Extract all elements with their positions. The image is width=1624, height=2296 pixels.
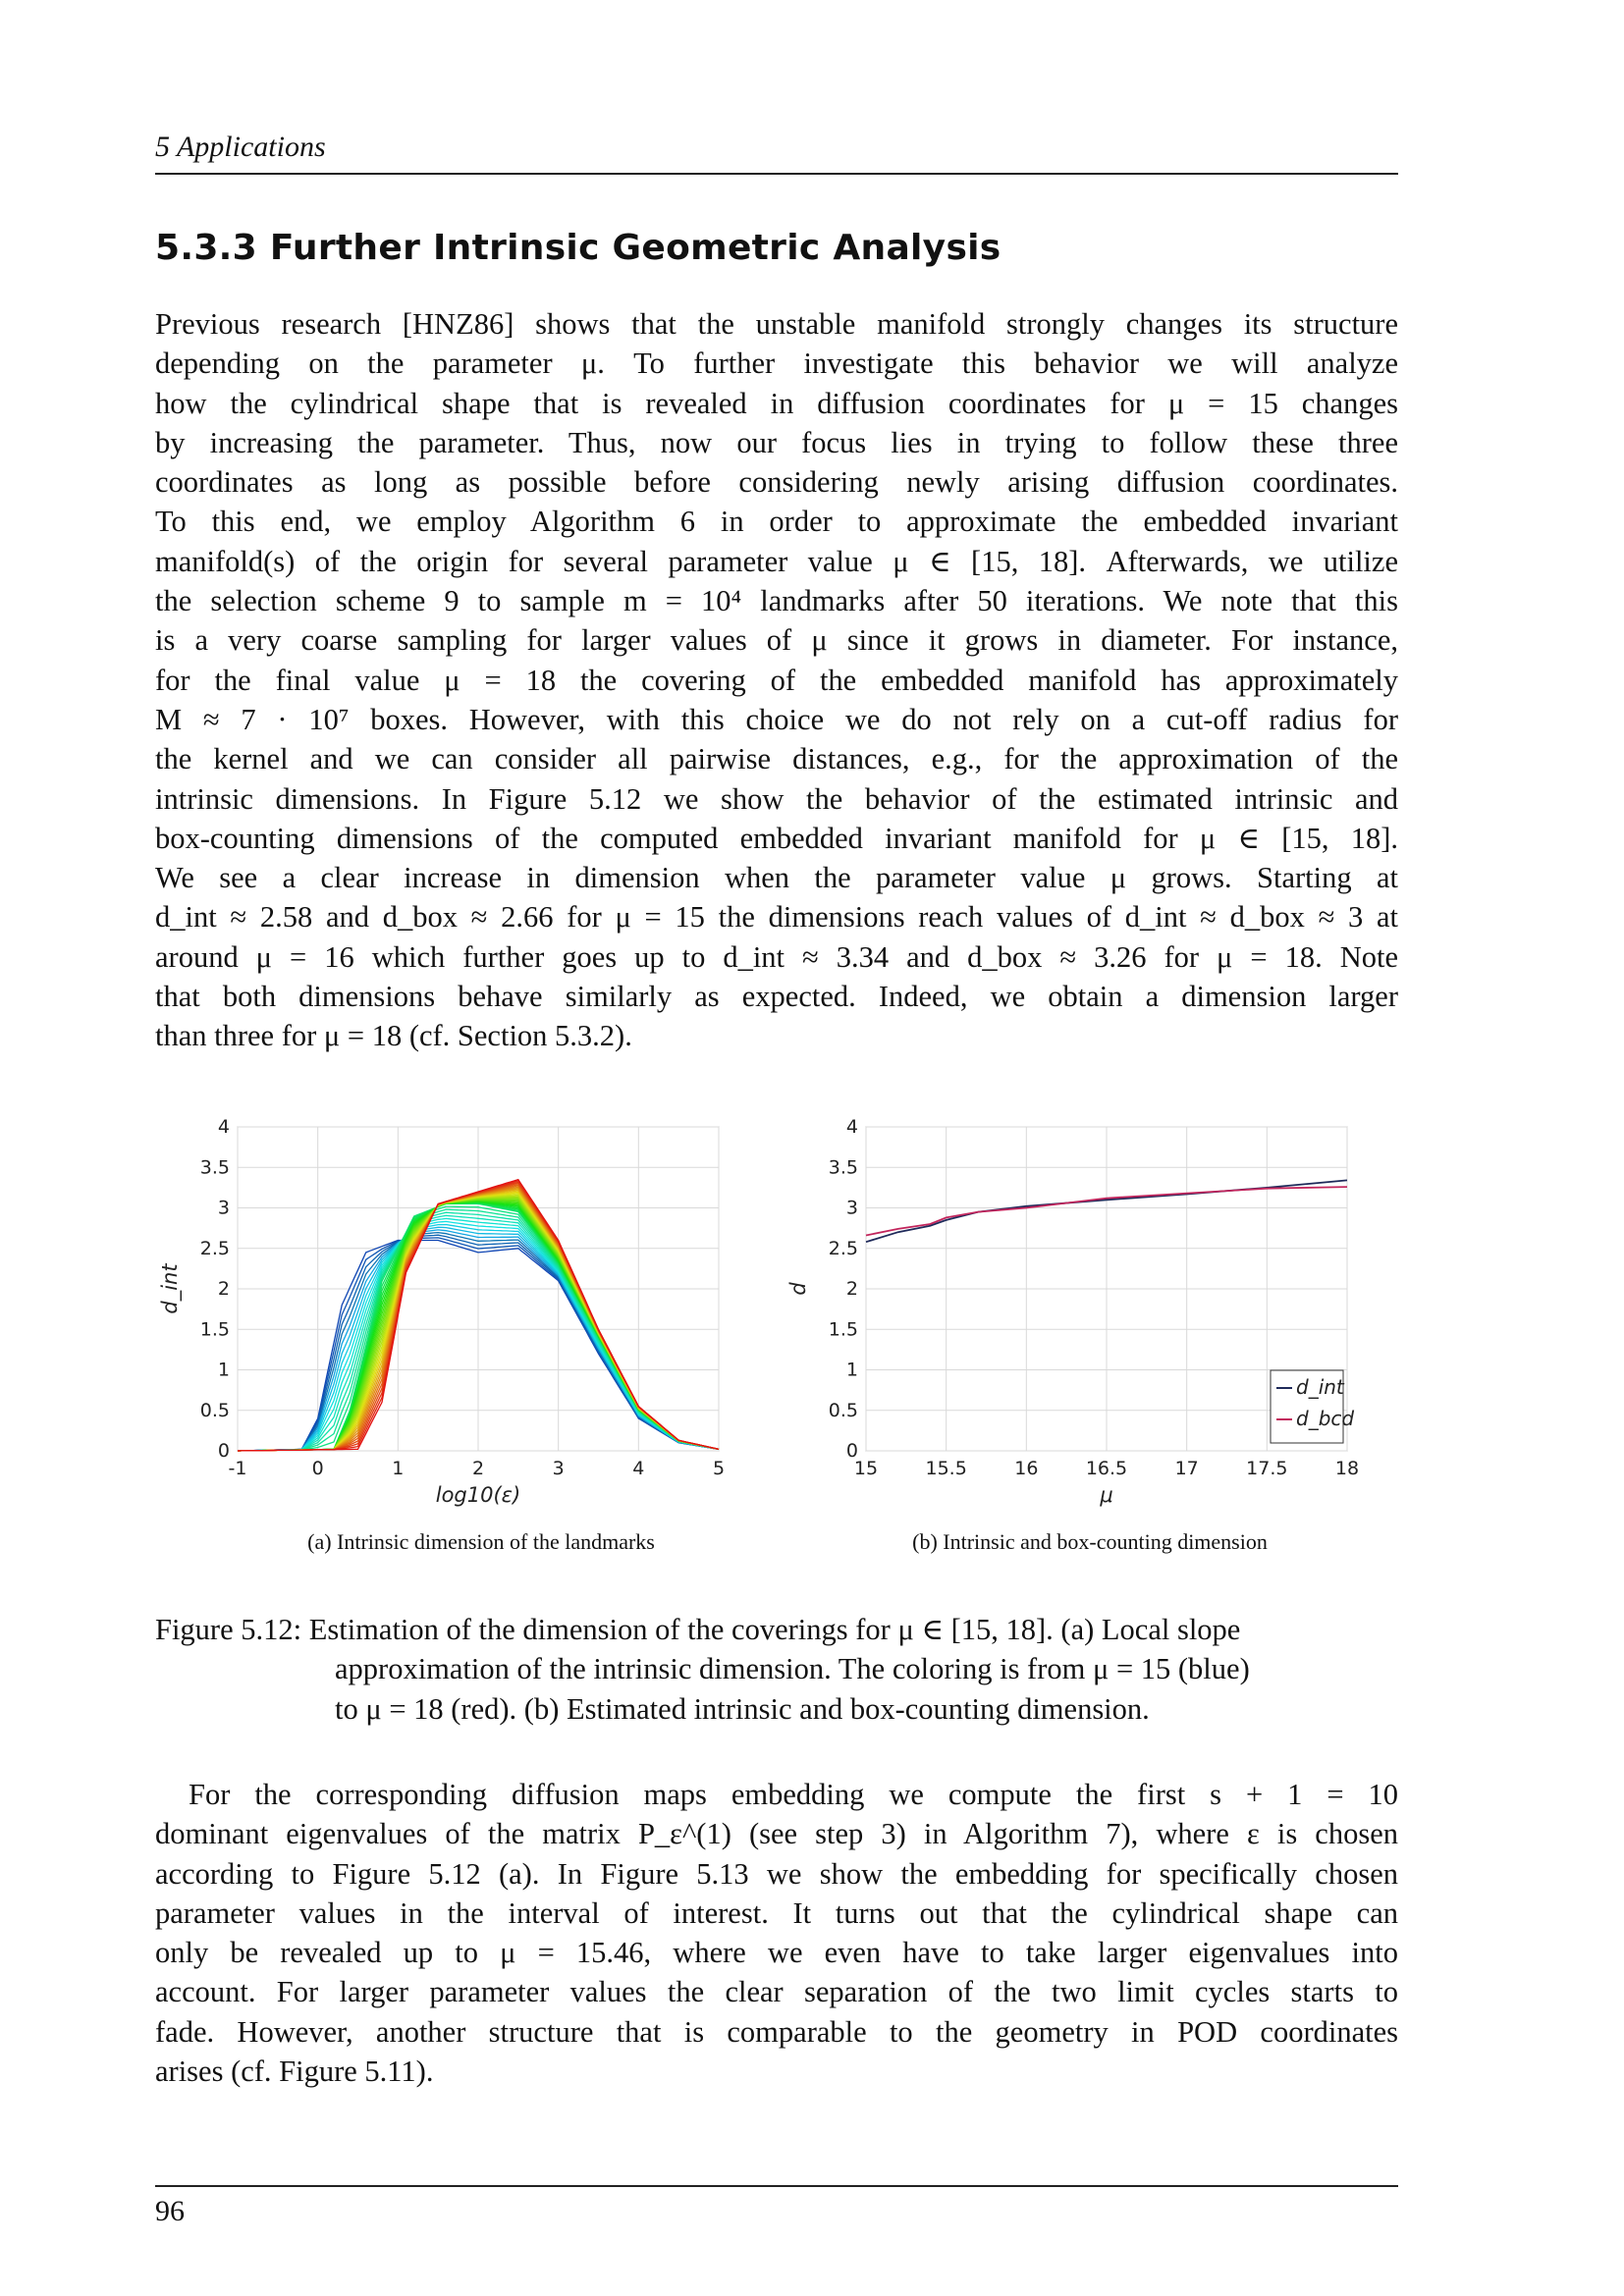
figure-caption-line3: to μ = 18 (red). (b) Estimated intrinsic and box-counting dimension. bbox=[335, 1691, 1150, 1726]
text-line: than three for μ = 18 (cf. Section 5.3.2). bbox=[155, 1019, 632, 1053]
text-line: fade. However, another structure that is comparable to the geometry in POD coordinates bbox=[155, 2014, 1398, 2049]
y-tick-label: 1.5 bbox=[199, 1318, 230, 1341]
y-tick-label: 0.5 bbox=[828, 1399, 858, 1421]
y-tick-label: 2 bbox=[217, 1278, 230, 1300]
y-tick-label: 4 bbox=[217, 1116, 230, 1138]
legend-label: d_int bbox=[1296, 1375, 1344, 1399]
y-tick-label: 0 bbox=[845, 1440, 858, 1462]
section-heading: 5.3.3 Further Intrinsic Geometric Analysis bbox=[155, 228, 1001, 268]
y-tick-label: 3.5 bbox=[199, 1156, 230, 1179]
y-tick-label: 2.5 bbox=[828, 1237, 858, 1259]
x-tick-label: 4 bbox=[632, 1458, 645, 1479]
figure-caption-line1: Estimation of the dimension of the coverings for μ ∈ [15, 18]. (a) Local slope bbox=[308, 1613, 1241, 1646]
y-tick-label: 0.5 bbox=[199, 1399, 230, 1421]
y-tick-label: 0 bbox=[217, 1440, 230, 1462]
x-tick-label: 2 bbox=[471, 1458, 485, 1479]
y-axis-label: d_int bbox=[158, 1263, 182, 1314]
text-line: box-counting dimensions of the computed embedded invariant manifold for μ ∈ [15, 18]. bbox=[155, 821, 1398, 855]
subcaption-a: (a) Intrinsic dimension of the landmarks bbox=[307, 1529, 655, 1554]
text-line: by increasing the parameter. Thus, now our focus lies in trying to follow these three bbox=[155, 425, 1398, 459]
x-tick-label: 3 bbox=[552, 1458, 565, 1479]
x-tick-label: 18 bbox=[1334, 1458, 1360, 1479]
x-tick-label: 16 bbox=[1014, 1458, 1039, 1479]
text-line: Previous research [HNZ86] shows that the unstable manifold strongly changes its structure bbox=[155, 307, 1398, 341]
text-line: coordinates as long as possible before considering newly arising diffusion coordinates. bbox=[155, 465, 1398, 500]
text-line: depending on the parameter μ. To further investigate this behavior we will analyze bbox=[155, 347, 1398, 381]
paragraph-2 bbox=[155, 1775, 1398, 2091]
x-tick-label: 17 bbox=[1174, 1458, 1199, 1479]
legend-label: d_bcd bbox=[1296, 1407, 1355, 1430]
figure-caption-line2: approximation of the intrinsic dimension. The coloring is from μ = 15 (blue) bbox=[335, 1652, 1250, 1686]
y-tick-label: 3 bbox=[217, 1197, 230, 1219]
text-line: dominant eigenvalues of the matrix P_ε^(1) (see step 3) in Algorithm 7), where ε is chosen bbox=[155, 1817, 1398, 1851]
y-tick-label: 2 bbox=[845, 1278, 858, 1300]
y-tick-label: 1.5 bbox=[828, 1318, 858, 1341]
y-tick-label: 4 bbox=[845, 1116, 858, 1138]
x-axis-label: μ bbox=[1100, 1483, 1113, 1507]
text-line: around μ = 16 which further goes up to d_int ≈ 3.34 and d_box ≈ 3.26 for μ = 18. Note bbox=[155, 939, 1398, 974]
running-header: 5 Applications bbox=[155, 131, 326, 163]
figure-caption bbox=[155, 1610, 1398, 1729]
y-tick-label: 1 bbox=[845, 1359, 858, 1381]
x-tick-label: 17.5 bbox=[1246, 1458, 1288, 1479]
x-tick-label: 0 bbox=[311, 1458, 324, 1479]
x-tick-label: 1 bbox=[392, 1458, 405, 1479]
text-line: We see a clear increase in dimension when the parameter value μ grows. Starting at bbox=[155, 861, 1398, 895]
text-line: the selection scheme 9 to sample m = 10⁴ landmarks after 50 iterations. We note that this bbox=[155, 584, 1398, 618]
y-tick-label: 3.5 bbox=[828, 1156, 858, 1179]
y-tick-label: 2.5 bbox=[199, 1237, 230, 1259]
text-line: for the final value μ = 18 the covering of the embedded manifold has approximately bbox=[155, 663, 1398, 697]
text-line: manifold(s) of the origin for several parameter value μ ∈ [15, 18]. Afterwards, we utilize bbox=[155, 544, 1398, 578]
text-line: the kernel and we can consider all pairwise distances, e.g., for the approximation of the bbox=[155, 742, 1398, 776]
header-rule bbox=[155, 173, 1398, 175]
x-tick-label: 15 bbox=[853, 1458, 879, 1479]
x-tick-label: 15.5 bbox=[925, 1458, 967, 1479]
x-tick-label: 5 bbox=[712, 1458, 726, 1479]
chart-intrinsic-box-counting bbox=[785, 1109, 1375, 1526]
text-line: M ≈ 7 · 10⁷ boxes. However, with this choice we do not rely on a cut-off radius for bbox=[155, 702, 1398, 736]
y-tick-label: 1 bbox=[217, 1359, 230, 1381]
page-number: 96 bbox=[155, 2195, 185, 2227]
text-line: For the corresponding diffusion maps embedding we compute the first s + 1 = 10 bbox=[189, 1778, 1398, 1811]
x-axis-label: log10(ε) bbox=[435, 1483, 521, 1507]
text-line: intrinsic dimensions. In Figure 5.12 we show the behavior of the estimated intrinsic and bbox=[155, 781, 1398, 816]
text-line: d_int ≈ 2.58 and d_box ≈ 2.66 for μ = 15 the dimensions reach values of d_int ≈ d_box ≈ 3 at bbox=[155, 900, 1398, 934]
text-line: how the cylindrical shape that is revealed in diffusion coordinates for μ = 15 changes bbox=[155, 386, 1398, 420]
figure-caption-label: Figure 5.12: bbox=[155, 1613, 302, 1646]
x-tick-label: 16.5 bbox=[1085, 1458, 1128, 1479]
subcaption-b: (b) Intrinsic and box-counting dimension bbox=[912, 1529, 1268, 1554]
text-line: arises (cf. Figure 5.11). bbox=[155, 2055, 434, 2089]
paragraph-1 bbox=[155, 304, 1398, 1056]
text-line: account. For larger parameter values the clear separation of the two limit cycles starts to bbox=[155, 1975, 1398, 2009]
text-line: is a very coarse sampling for larger values of μ since it grows in diameter. For instance, bbox=[155, 623, 1398, 658]
text-line: parameter values in the interval of interest. It turns out that the cylindrical shape can bbox=[155, 1896, 1398, 1930]
y-tick-label: 3 bbox=[845, 1197, 858, 1219]
x-tick-label: -1 bbox=[228, 1458, 247, 1479]
text-line: according to Figure 5.12 (a). In Figure 5.13 we show the embedding for specifically chosen bbox=[155, 1856, 1398, 1891]
text-line: only be revealed up to μ = 15.46, where we even have to take larger eigenvalues into bbox=[155, 1936, 1398, 1970]
y-axis-label: d bbox=[786, 1282, 810, 1296]
chart-intrinsic-dimension-landmarks bbox=[157, 1109, 746, 1526]
text-line: that both dimensions behave similarly as expected. Indeed, we obtain a dimension larger bbox=[155, 980, 1398, 1014]
text-line: To this end, we employ Algorithm 6 in order to approximate the embedded invariant bbox=[155, 505, 1398, 539]
footer-rule bbox=[155, 2185, 1398, 2187]
